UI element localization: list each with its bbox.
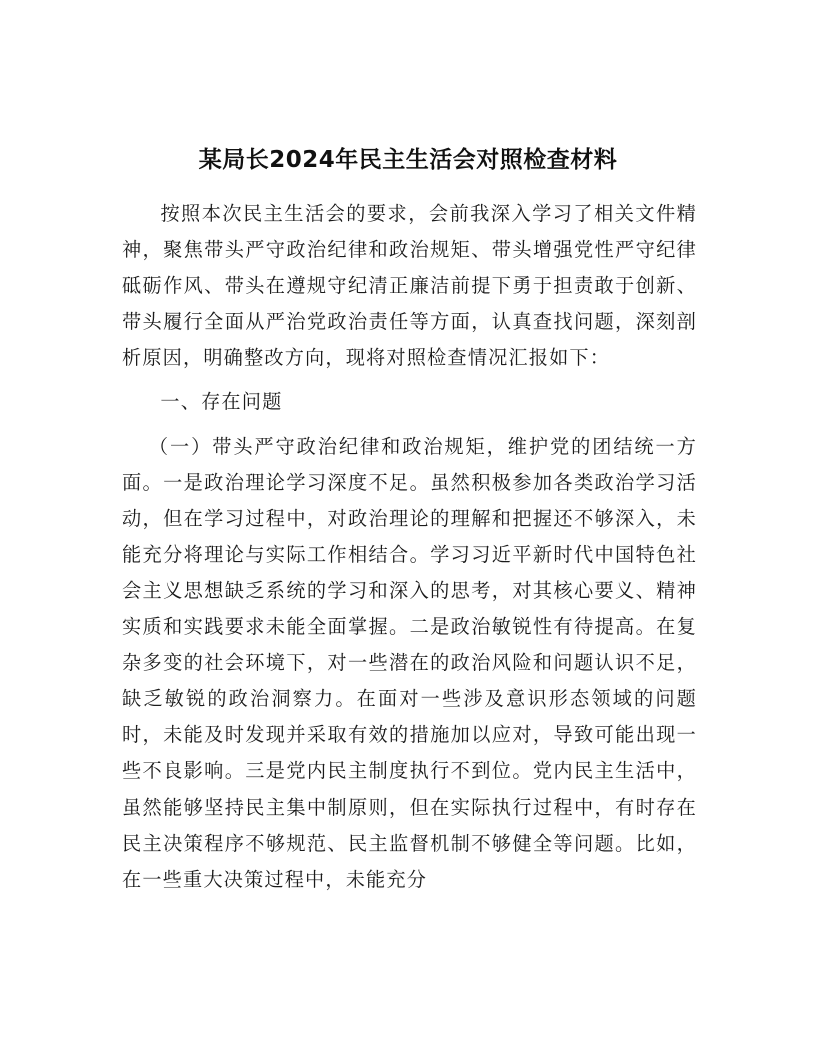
intro-paragraph: 按照本次民主生活会的要求，会前我深入学习了相关文件精神，聚焦带头严守政治纪律和政治规矩、带头增强党性严守纪律砥砺作风、带头在遵规守纪清正廉洁前提下勇于担责敢于创新、带头履行全面从严治党政治责任等方面，认真查找问题，深刻剖析原因，明确整改方向，现将对照检查情况汇报如下： [122,202,697,370]
document-title: 某局长2024年民主生活会对照检查材料 [198,147,618,173]
document-body [122,196,697,898]
body-paragraph: （一）带头严守政治纪律和政治规矩，维护党的团结统一方面。一是政治理论学习深度不足。虽然积极参加各类政治学习活动，但在学习过程中，对政治理论的理解和把握还不够深入，未能充分将理论与实际工作相结合。学习习近平新时代中国特色社会主义思想缺乏系统的学习和深入的思考，对其核心要义、精神实质和实践要求未能全面掌握。二是政治敏锐性有待提高。在复杂多变的社会环境下，对一些潜在的政治风险和问题认识不足，缺乏敏锐的政治洞察力。在面对一些涉及意识形态领域的问题时，未能及时发现并采取有效的措施加以应对，导致可能出现一些不良影响。三是党内民主制度执行不到位。党内民主生活中，虽然能够坚持民主集中制原则，但在实际执行过程中，有时存在民主决策程序不够规范、民主监督机制不够健全等问题。比如，在一些重大决策过程中，未能充分 [122,434,697,891]
section-heading: 一、存在问题 [160,390,283,414]
